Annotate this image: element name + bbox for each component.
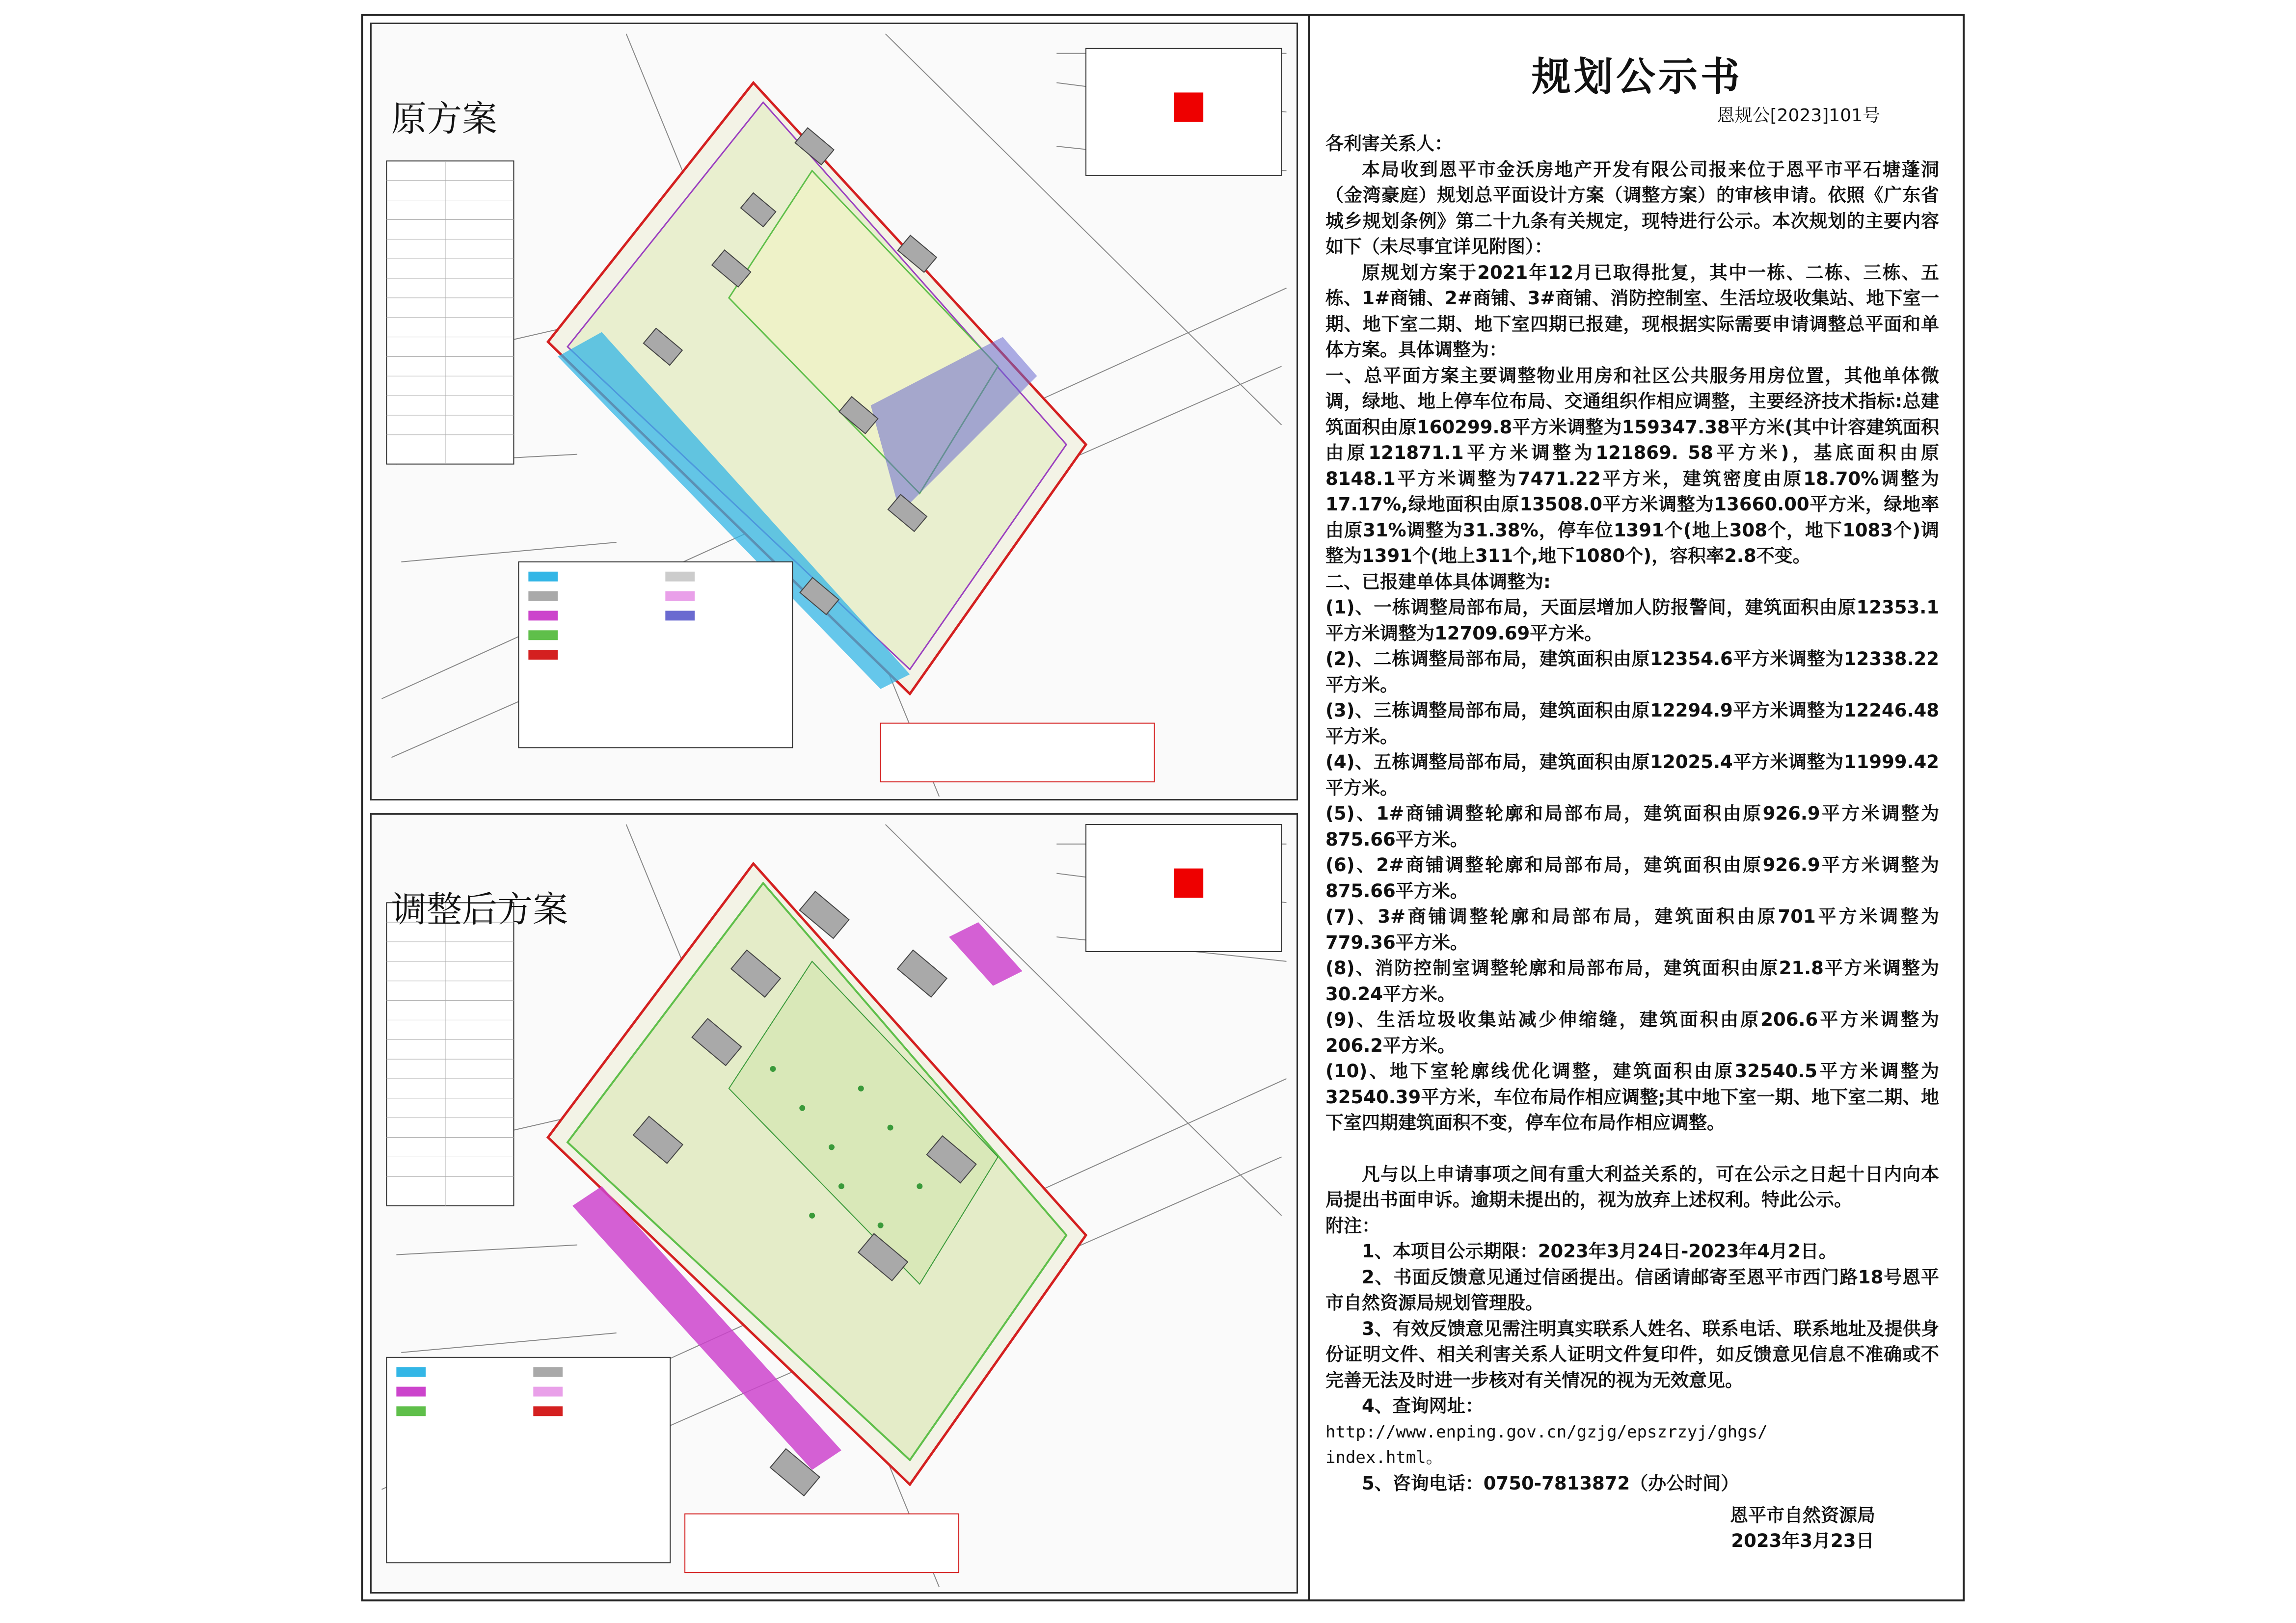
contact-phone: 5、咨询电话：0750-7813872（办公时间） bbox=[1362, 1472, 1739, 1494]
original-plan-panel bbox=[370, 23, 1298, 800]
appendix-note: 3、有效反馈意见需注明真实联系人姓名、联系电话、联系地址及提供身份证明文件、相关利害关系人证明文件复印件，如反馈意见信息不准确或不完善无法及时进一步核对有关情况的视为无效意见。 bbox=[1325, 1318, 1939, 1391]
adjustment-item: (4)、五栋调整局部布局，建筑面积由原12025.4平方米调整为11999.42平方米。 bbox=[1325, 751, 1939, 798]
notice-body bbox=[1325, 131, 1939, 1496]
appendix-heading: 附注： bbox=[1325, 1215, 1380, 1236]
adjustment-item: (7)、3#商铺调整轮廓和局部布局，建筑面积由原701平方米调整为779.36平方米。 bbox=[1325, 906, 1939, 953]
objection-paragraph: 凡与以上申请事项之间有重大利益关系的，可在公示之日起十日内向本局提出书面申诉。逾期未提出的，视为放弃上述权利。特此公示。 bbox=[1325, 1163, 1939, 1210]
appendix-note: 4、查询网址： bbox=[1362, 1395, 1484, 1416]
section-2-heading: 二、已报建单体具体调整为: bbox=[1325, 571, 1551, 592]
adjustment-item: (6)、2#商铺调整轮廓和局部布局，建筑面积由原926.9平方米调整为875.66平方米。 bbox=[1325, 854, 1939, 902]
original-plan-title: 原方案 bbox=[391, 98, 498, 139]
adjusted-plan-panel bbox=[370, 813, 1298, 1594]
adjusted-plan-title: 调整后方案 bbox=[391, 889, 568, 930]
adjustment-item: (5)、1#商铺调整轮廓和局部布局，建筑面积由原926.9平方米调整为875.66平方米。 bbox=[1325, 803, 1939, 850]
original-site-plan-drawing bbox=[372, 24, 1297, 799]
signature-date: 2023年3月23日 bbox=[1731, 1530, 1874, 1551]
appendix-note: 2、书面反馈意见通过信函提出。信函请邮寄至恩平市西门路18号恩平市自然资源局规划管理股。 bbox=[1325, 1266, 1939, 1313]
signature-organization: 恩平市自然资源局 bbox=[1730, 1505, 1875, 1526]
column-divider bbox=[1308, 16, 1310, 1599]
appendix-note: 1、本项目公示期限：2023年3月24日-2023年4月2日。 bbox=[1362, 1241, 1837, 1262]
signature-block bbox=[1730, 1503, 1875, 1554]
notice-number: 恩规公[2023]101号 bbox=[1717, 106, 1880, 126]
adjustment-item: (10)、地下室轮廓线优化调整，建筑面积由原32540.5平方米调整为32540.39平方米，车位布局作相应调整;其中地下室一期、地下室二期、地下室四期建筑面积不变，停车位布局作相应调整。 bbox=[1325, 1061, 1939, 1133]
query-url-line1[interactable]: http://www.enping.gov.cn/gzjg/epszrzyj/ghgs/ bbox=[1325, 1422, 1768, 1442]
intro-paragraph: 本局收到恩平市金沃房地产开发有限公司报来位于恩平市平石塘蓬洞（金湾豪庭）规划总平面设计方案（调整方案）的审核申请。依照《广东省城乡规划条例》第二十九条有关规定，现特进行公示。本次规划的主要内容如下（未尽事宜详见附图）： bbox=[1325, 159, 1939, 257]
adjustment-item: (3)、三栋调整局部布局，建筑面积由原12294.9平方米调整为12246.48平方米。 bbox=[1325, 700, 1939, 747]
adjustment-item: (2)、二栋调整局部布局，建筑面积由原12354.6平方米调整为12338.22平方米。 bbox=[1325, 648, 1939, 695]
section-1-paragraph: 一、总平面方案主要调整物业用房和社区公共服务用房位置，其他单体微调，绿地、地上停车位布局、交通组织作相应调整，主要经济技术指标:总建筑面积由原160299.8平方米调整为159347.38平方米(其中计容建筑面积由原121871.1平方米调整为121869. 58平方米)，基底面积由原8148.1平方米调整为7471.22平方米，建筑密度由原18.70%调整为17.17%,绿地面积由原13508.0平方米调整为13660.00平方米，绿地率由原31%调整为31.38%，停车位1391个(地上308个，地下1083个)调整为1391个(地上311个,地下1080个)，容积率2.8不变。 bbox=[1325, 365, 1939, 566]
adjustment-item: (9)、生活垃圾收集站减少伸缩缝，建筑面积由原206.6平方米调整为206.2平方米。 bbox=[1325, 1009, 1939, 1056]
blank-spacer bbox=[1325, 1136, 1939, 1162]
adjustment-item: (1)、一栋调整局部布局，天面层增加人防报警间，建筑面积由原12353.1平方米调整为12709.69平方米。 bbox=[1325, 597, 1939, 644]
background-paragraph: 原规划方案于2021年12月已取得批复，其中一栋、二栋、三栋、五栋、1#商铺、2#商铺、3#商铺、消防控制室、生活垃圾收集站、地下室一期、地下室二期、地下室四期已报建，现根据实际需要申请调整总平面和单体方案。具体调整为： bbox=[1325, 262, 1939, 360]
query-url-line2[interactable]: index.html。 bbox=[1325, 1448, 1443, 1467]
adjustment-item: (8)、消防控制室调整轮廓和局部布局，建筑面积由原21.8平方米调整为30.24平方米。 bbox=[1325, 958, 1939, 1005]
notice-text-column bbox=[1325, 30, 1949, 1591]
notice-title: 规划公示书 bbox=[1532, 54, 1743, 100]
notice-sheet bbox=[361, 14, 1965, 1601]
salutation: 各利害关系人： bbox=[1325, 133, 1453, 154]
